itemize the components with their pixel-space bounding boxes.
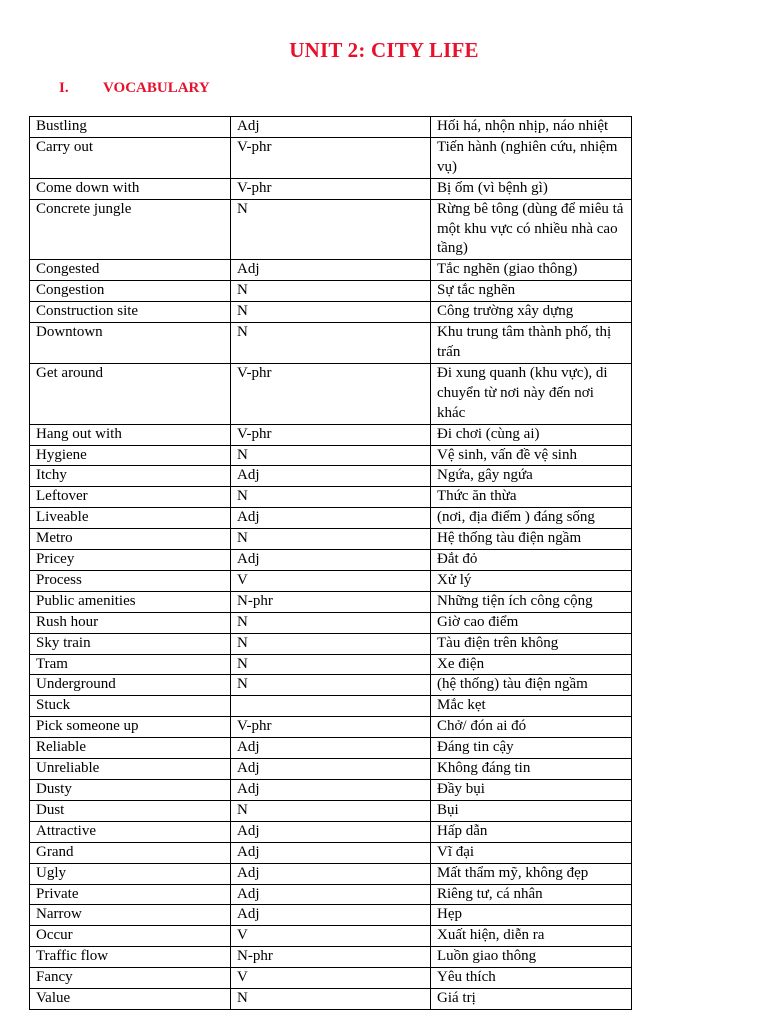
vocab-word-cell: Construction site <box>30 302 231 323</box>
vocab-word-cell: Dust <box>30 800 231 821</box>
word-type-cell: Adj <box>231 821 431 842</box>
vocab-word-cell: Pick someone up <box>30 717 231 738</box>
meaning-cell: Ngứa, gây ngứa <box>431 466 632 487</box>
vocab-word-cell: Itchy <box>30 466 231 487</box>
page-title: UNIT 2: CITY LIFE <box>289 38 479 62</box>
vocab-word-cell: Narrow <box>30 905 231 926</box>
meaning-cell: Tắc nghẽn (giao thông) <box>431 260 632 281</box>
vocab-word-cell: Fancy <box>30 968 231 989</box>
word-type-cell: Adj <box>231 466 431 487</box>
vocab-word-cell: Private <box>30 884 231 905</box>
meaning-cell: Tàu điện trên không <box>431 633 632 654</box>
meaning-cell: Đi xung quanh (khu vực), di chuyển từ nơi này đến nơi khác <box>431 363 632 424</box>
table-row <box>30 612 632 633</box>
vocab-word-cell: Grand <box>30 842 231 863</box>
vocab-word-cell: Sky train <box>30 633 231 654</box>
word-type-cell: Adj <box>231 863 431 884</box>
vocab-word-cell: Attractive <box>30 821 231 842</box>
table-row <box>30 926 632 947</box>
word-type-cell: N <box>231 675 431 696</box>
table-row <box>30 968 632 989</box>
section-number: I. <box>59 80 69 96</box>
meaning-cell: Đắt đỏ <box>431 550 632 571</box>
table-row <box>30 508 632 529</box>
table-row <box>30 323 632 364</box>
vocab-word-cell: Bustling <box>30 117 231 138</box>
vocab-word-cell: Leftover <box>30 487 231 508</box>
word-type-cell: Adj <box>231 905 431 926</box>
word-type-cell: Adj <box>231 508 431 529</box>
meaning-cell: Đầy bụi <box>431 780 632 801</box>
vocab-word-cell: Value <box>30 989 231 1010</box>
table-row <box>30 717 632 738</box>
vocab-word-cell: Congestion <box>30 281 231 302</box>
word-type-cell: Adj <box>231 117 431 138</box>
meaning-cell: (nơi, địa điểm ) đáng sống <box>431 508 632 529</box>
word-type-cell: V-phr <box>231 424 431 445</box>
word-type-cell: N <box>231 529 431 550</box>
vocab-word-cell: Congested <box>30 260 231 281</box>
vocab-word-cell: Downtown <box>30 323 231 364</box>
vocabulary-table <box>29 116 632 1010</box>
meaning-cell: Rừng bê tông (dùng để miêu tả một khu vực có nhiều nhà cao tầng) <box>431 199 632 260</box>
table-row <box>30 654 632 675</box>
vocab-word-cell: Reliable <box>30 738 231 759</box>
table-row <box>30 759 632 780</box>
meaning-cell: Bụi <box>431 800 632 821</box>
table-row <box>30 738 632 759</box>
table-row <box>30 633 632 654</box>
meaning-cell: Sự tắc nghẽn <box>431 281 632 302</box>
meaning-cell: Giá trị <box>431 989 632 1010</box>
table-row <box>30 884 632 905</box>
table-row <box>30 445 632 466</box>
vocab-word-cell: Unreliable <box>30 759 231 780</box>
word-type-cell: N <box>231 487 431 508</box>
word-type-cell: V-phr <box>231 717 431 738</box>
meaning-cell: Hấp dẫn <box>431 821 632 842</box>
table-row <box>30 842 632 863</box>
word-type-cell: V <box>231 926 431 947</box>
meaning-cell: Luồn giao thông <box>431 947 632 968</box>
table-row <box>30 529 632 550</box>
vocab-word-cell: Traffic flow <box>30 947 231 968</box>
meaning-cell: Xuất hiện, diễn ra <box>431 926 632 947</box>
vocab-word-cell: Get around <box>30 363 231 424</box>
vocab-word-cell: Hang out with <box>30 424 231 445</box>
vocab-word-cell: Stuck <box>30 696 231 717</box>
word-type-cell: N <box>231 323 431 364</box>
vocab-word-cell: Dusty <box>30 780 231 801</box>
meaning-cell: Vĩ đại <box>431 842 632 863</box>
vocab-word-cell: Ugly <box>30 863 231 884</box>
meaning-cell: (hệ thống) tàu điện ngầm <box>431 675 632 696</box>
vocab-word-cell: Liveable <box>30 508 231 529</box>
word-type-cell: Adj <box>231 884 431 905</box>
meaning-cell: Thức ăn thừa <box>431 487 632 508</box>
table-row <box>30 199 632 260</box>
word-type-cell: Adj <box>231 759 431 780</box>
meaning-cell: Đi chơi (cùng ai) <box>431 424 632 445</box>
vocab-word-cell: Tram <box>30 654 231 675</box>
table-row <box>30 466 632 487</box>
meaning-cell: Yêu thích <box>431 968 632 989</box>
word-type-cell: N <box>231 281 431 302</box>
vocab-word-cell: Pricey <box>30 550 231 571</box>
word-type-cell: N <box>231 445 431 466</box>
word-type-cell: N <box>231 633 431 654</box>
table-row <box>30 780 632 801</box>
word-type-cell: V <box>231 570 431 591</box>
vocab-word-cell: Process <box>30 570 231 591</box>
vocab-word-cell: Hygiene <box>30 445 231 466</box>
table-row <box>30 363 632 424</box>
table-row <box>30 905 632 926</box>
vocab-word-cell: Concrete jungle <box>30 199 231 260</box>
word-type-cell: N-phr <box>231 947 431 968</box>
meaning-cell: Vệ sinh, vấn đề vệ sinh <box>431 445 632 466</box>
vocab-word-cell: Metro <box>30 529 231 550</box>
meaning-cell: Giờ cao điểm <box>431 612 632 633</box>
word-type-cell: Adj <box>231 260 431 281</box>
meaning-cell: Hẹp <box>431 905 632 926</box>
word-type-cell: N <box>231 199 431 260</box>
vocab-word-cell: Occur <box>30 926 231 947</box>
table-row <box>30 800 632 821</box>
table-row <box>30 947 632 968</box>
table-row <box>30 424 632 445</box>
vocab-word-cell: Rush hour <box>30 612 231 633</box>
word-type-cell: Adj <box>231 780 431 801</box>
section-title: VOCABULARY <box>103 80 210 96</box>
meaning-cell: Hệ thống tàu điện ngầm <box>431 529 632 550</box>
table-row <box>30 570 632 591</box>
word-type-cell: V-phr <box>231 137 431 178</box>
word-type-cell: N-phr <box>231 591 431 612</box>
table-row <box>30 550 632 571</box>
meaning-cell: Mất thẩm mỹ, không đẹp <box>431 863 632 884</box>
table-row <box>30 281 632 302</box>
vocabulary-table-body <box>30 117 632 1010</box>
meaning-cell: Mắc kẹt <box>431 696 632 717</box>
table-row <box>30 302 632 323</box>
table-row <box>30 821 632 842</box>
meaning-cell: Hối há, nhộn nhịp, náo nhiệt <box>431 117 632 138</box>
table-row <box>30 863 632 884</box>
word-type-cell: N <box>231 989 431 1010</box>
vocab-word-cell: Underground <box>30 675 231 696</box>
table-row <box>30 487 632 508</box>
table-row <box>30 989 632 1010</box>
word-type-cell: N <box>231 612 431 633</box>
table-row <box>30 178 632 199</box>
table-row <box>30 591 632 612</box>
meaning-cell: Riêng tư, cá nhân <box>431 884 632 905</box>
word-type-cell: Adj <box>231 842 431 863</box>
word-type-cell: V <box>231 968 431 989</box>
meaning-cell: Bị ốm (vì bệnh gì) <box>431 178 632 199</box>
table-row <box>30 117 632 138</box>
meaning-cell: Xử lý <box>431 570 632 591</box>
word-type-cell: N <box>231 654 431 675</box>
meaning-cell: Không đáng tin <box>431 759 632 780</box>
word-type-cell: V-phr <box>231 363 431 424</box>
word-type-cell <box>231 696 431 717</box>
meaning-cell: Chở/ đón ai đó <box>431 717 632 738</box>
word-type-cell: Adj <box>231 550 431 571</box>
vocab-word-cell: Carry out <box>30 137 231 178</box>
meaning-cell: Đáng tin cậy <box>431 738 632 759</box>
meaning-cell: Xe điện <box>431 654 632 675</box>
meaning-cell: Tiến hành (nghiên cứu, nhiệm vụ) <box>431 137 632 178</box>
meaning-cell: Khu trung tâm thành phố, thị trấn <box>431 323 632 364</box>
meaning-cell: Những tiện ích công cộng <box>431 591 632 612</box>
table-row <box>30 696 632 717</box>
section-heading <box>59 80 210 97</box>
vocab-word-cell: Public amenities <box>30 591 231 612</box>
table-row <box>30 137 632 178</box>
table-row <box>30 260 632 281</box>
table-row <box>30 675 632 696</box>
meaning-cell: Công trường xây dựng <box>431 302 632 323</box>
word-type-cell: N <box>231 800 431 821</box>
word-type-cell: N <box>231 302 431 323</box>
vocab-word-cell: Come down with <box>30 178 231 199</box>
word-type-cell: Adj <box>231 738 431 759</box>
word-type-cell: V-phr <box>231 178 431 199</box>
